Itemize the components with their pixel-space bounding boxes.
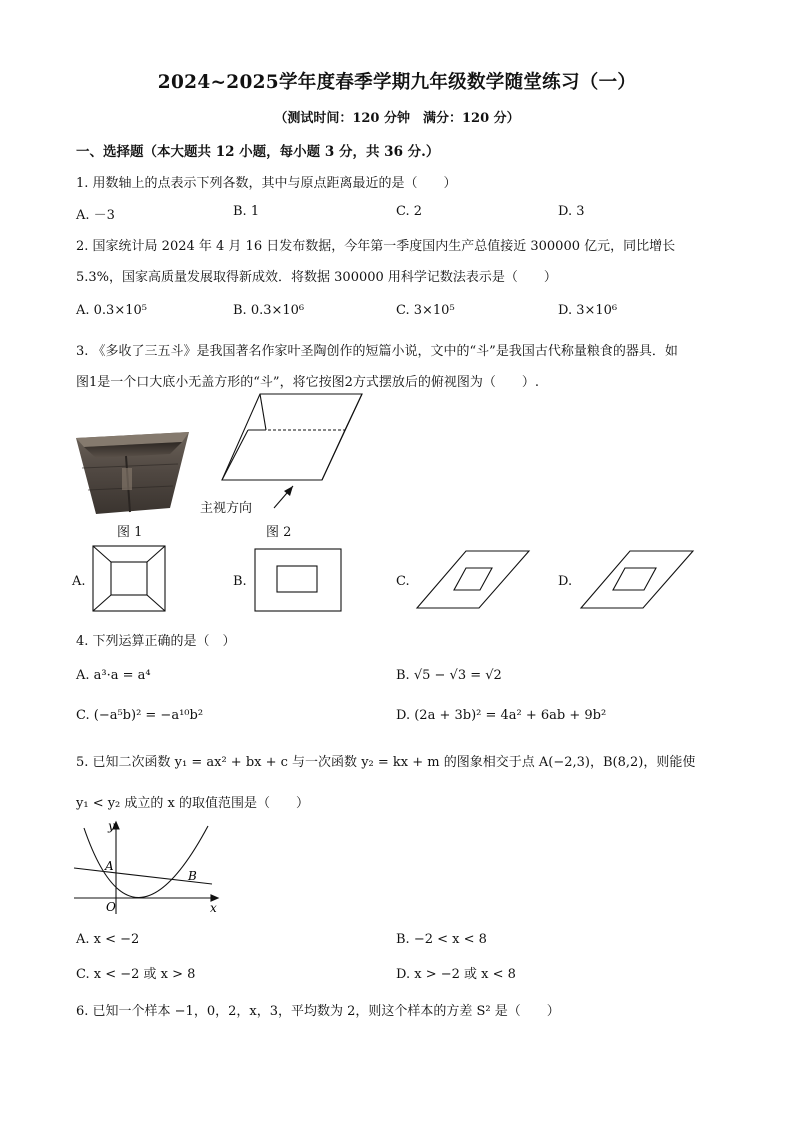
q4-option-a[interactable]: A. a³·a = a⁴ bbox=[76, 668, 151, 683]
q4-option-d[interactable]: D. (2a + 3b)² = 4a² + 6ab + 9b² bbox=[396, 708, 607, 723]
q4-option-b[interactable]: B. √5 − √3 = √2 bbox=[396, 668, 502, 683]
question-3-stem-line1: 3. 《多收了三五斗》是我国著名作家叶圣陶创作的短篇小说，文中的“斗”是我国古代称量粮食的器具．如 bbox=[76, 344, 678, 359]
q3-option-c-figure[interactable] bbox=[416, 550, 531, 610]
question-1-stem: 1. 用数轴上的点表示下列各数，其中与原点距离最近的是（ ） bbox=[76, 176, 457, 191]
question-6-stem: 6. 已知一个样本 −1，0，2，x，3，平均数为 2，则这个样本的方差 S² 是（ ） bbox=[76, 1004, 560, 1019]
question-3-stem-line2: 图1是一个口大底小无盖方形的“斗”，将它按图2方式摆放后的俯视图为（ ）. bbox=[76, 375, 539, 390]
exam-info: （测试时间：120 分钟 满分：120 分） bbox=[274, 111, 520, 126]
q5-option-b[interactable]: B. −2 < x < 8 bbox=[396, 932, 487, 947]
q5-option-c[interactable]: C. x < −2 或 x > 8 bbox=[76, 967, 196, 982]
section-heading: 一、选择题（本大题共 12 小题，每小题 3 分，共 36 分.） bbox=[76, 144, 440, 160]
q3-option-a-figure[interactable] bbox=[92, 545, 166, 612]
q2-option-c[interactable]: C. 3×10⁵ bbox=[396, 303, 455, 318]
view-direction-label: 主视方向 bbox=[200, 501, 253, 516]
q2-option-d[interactable]: D. 3×10⁶ bbox=[558, 303, 618, 318]
question-2-stem-line2: 5.3%，国家高质量发展取得新成效．将数据 300000 用科学记数法表示是（ ） bbox=[76, 270, 557, 285]
q1-option-d[interactable]: D. 3 bbox=[558, 204, 585, 219]
q1-option-b[interactable]: B. 1 bbox=[233, 204, 260, 219]
q1-option-a[interactable]: A. －3 bbox=[76, 208, 115, 223]
q2-option-a[interactable]: A. 0.3×10⁵ bbox=[76, 303, 147, 318]
q2-option-b[interactable]: B. 0.3×10⁶ bbox=[233, 303, 305, 318]
q1-option-c[interactable]: C. 2 bbox=[396, 204, 423, 219]
graph-point-b-label: B bbox=[188, 869, 197, 883]
q3-option-d-figure[interactable] bbox=[580, 550, 695, 610]
figure-2-caption: 图 2 bbox=[266, 525, 292, 540]
q3-option-a-label[interactable]: A. bbox=[72, 574, 86, 589]
q5-option-a[interactable]: A. x < −2 bbox=[76, 932, 140, 947]
question-5-stem-line1: 5. 已知二次函数 y₁ = ax² + bx + c 与一次函数 y₂ = kx + m 的图象相交于点 A(−2,3)，B(8,2)，则能使 bbox=[76, 755, 696, 770]
figure-1-caption: 图 1 bbox=[117, 525, 143, 540]
page-title: 2024~2025学年度春季学期九年级数学随堂练习（一） bbox=[157, 72, 637, 93]
q5-function-graph bbox=[72, 818, 222, 918]
graph-point-a-label: A bbox=[105, 859, 114, 873]
q3-option-b-figure[interactable] bbox=[254, 548, 342, 612]
graph-origin-label: O bbox=[106, 900, 116, 914]
q3-option-b-label[interactable]: B. bbox=[233, 574, 247, 589]
q5-option-d[interactable]: D. x > −2 或 x < 8 bbox=[396, 967, 516, 982]
q3-option-d-label[interactable]: D. bbox=[558, 574, 573, 589]
q3-option-c-label[interactable]: C. bbox=[396, 574, 410, 589]
dou-photo-image bbox=[74, 428, 194, 520]
graph-x-label: x bbox=[210, 901, 217, 915]
q4-option-c[interactable]: C. (−a⁵b)² = −a¹⁰b² bbox=[76, 708, 204, 723]
graph-y-label: y bbox=[108, 819, 115, 833]
question-5-stem-line2: y₁ < y₂ 成立的 x 的取值范围是（ ） bbox=[76, 796, 309, 811]
question-2-stem-line1: 2. 国家统计局 2024 年 4 月 16 日发布数据，今年第一季度国内生产总值接近 300000 亿元，同比增长 bbox=[76, 239, 676, 254]
question-4-stem: 4. 下列运算正确的是（ ） bbox=[76, 634, 236, 649]
